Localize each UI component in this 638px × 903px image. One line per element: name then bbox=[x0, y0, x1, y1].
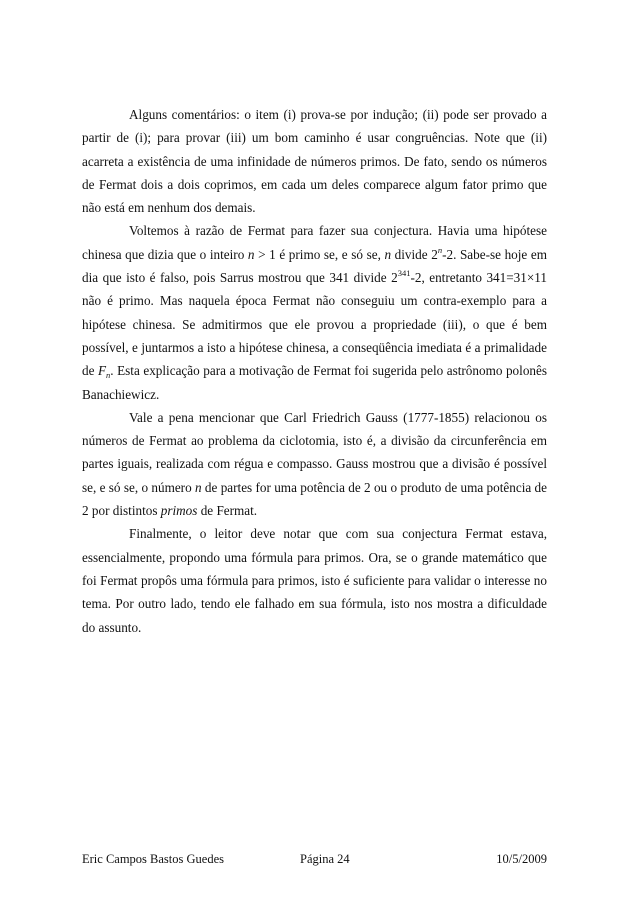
footer-page-number: Página 24 bbox=[300, 852, 350, 866]
p3-var-n: n bbox=[195, 479, 202, 495]
p2-var-F: F bbox=[97, 363, 107, 379]
p2-text-b: > 1 é primo se, e só se, bbox=[254, 246, 385, 262]
page-footer bbox=[82, 851, 547, 867]
paragraph-3 bbox=[82, 406, 547, 522]
p3-text-a: Vale a pena mencionar que Carl Friedrich Gauss (1777-1855) relacionou os números de Fermat ao problema da ciclotomia, isto é, a divisão da circunferência em partes iguais, realizada com régua e compasso. Gauss mostrou que a divisão é possível se, e só se, o número bbox=[82, 409, 547, 495]
p2-text-f: . Esta explicação para a motivação de Fermat foi sugerida pelo astrônomo polonês Banachiewicz. bbox=[82, 363, 547, 402]
footer-author: Eric Campos Bastos Guedes bbox=[82, 852, 224, 866]
p2-text-a: Voltemos à razão de Fermat para fazer sua conjectura. Havia uma hipótese chinesa que dizia que o inteiro bbox=[82, 223, 547, 262]
p3-text-c: de Fermat. bbox=[197, 503, 258, 519]
paragraph-4: Finalmente, o leitor deve notar que com sua conjectura Fermat estava, essencialmente, propondo uma fórmula para primos. Ora, se o grande matemático que foi Fermat propôs uma fórmula para primos, isto é suficiente para validar o interesse no tema. Por outro lado, tendo ele falhado em sua fórmula, isto nos mostra a dificuldade do assunto. bbox=[82, 526, 547, 635]
p2-exponent-n: n bbox=[437, 244, 443, 255]
paragraph-2 bbox=[82, 219, 547, 405]
p2-text-c: divide 2 bbox=[391, 246, 438, 262]
p2-text-d: -2. Sabe-se hoje em dia que isto é falso, pois Sarrus mostrou que 341 divide 2 bbox=[82, 246, 547, 286]
paragraph-1: Alguns comentários: o item (i) prova-se por indução; (ii) pode ser provado a partir de (i); para provar (iii) um bom caminho é usar congruências. Note que (ii) acarreta a existência de uma infinidade de números primos. De fato, sendo os números de Fermat dois a dois coprimos, em cada um deles comparece algum fator primo que não está em nenhum dos demais. bbox=[82, 107, 547, 216]
body-text bbox=[82, 103, 547, 639]
p2-text-e: -2, entretanto 341=31×11 não é primo. Mas naquela época Fermat não conseguiu um contra-exemplo para a hipótese chinesa. Se admitirmos que ele provou a propriedade (iii), o que é bem possível, e juntarmos a isto a hipótese chinesa, a conseqüência imediata é a primalidade de bbox=[82, 270, 547, 379]
footer-date: 10/5/2009 bbox=[496, 852, 547, 866]
p2-subscript-n: n bbox=[106, 370, 111, 381]
p3-emphasis-primos: primos bbox=[160, 503, 198, 519]
p3-text-b: de partes for uma potência de 2 ou o produto de uma potência de 2 por distintos bbox=[82, 479, 547, 519]
p2-var-n: n bbox=[247, 246, 255, 262]
p2-var-n: n bbox=[384, 246, 392, 262]
p2-exponent-341: 341 bbox=[397, 268, 411, 279]
